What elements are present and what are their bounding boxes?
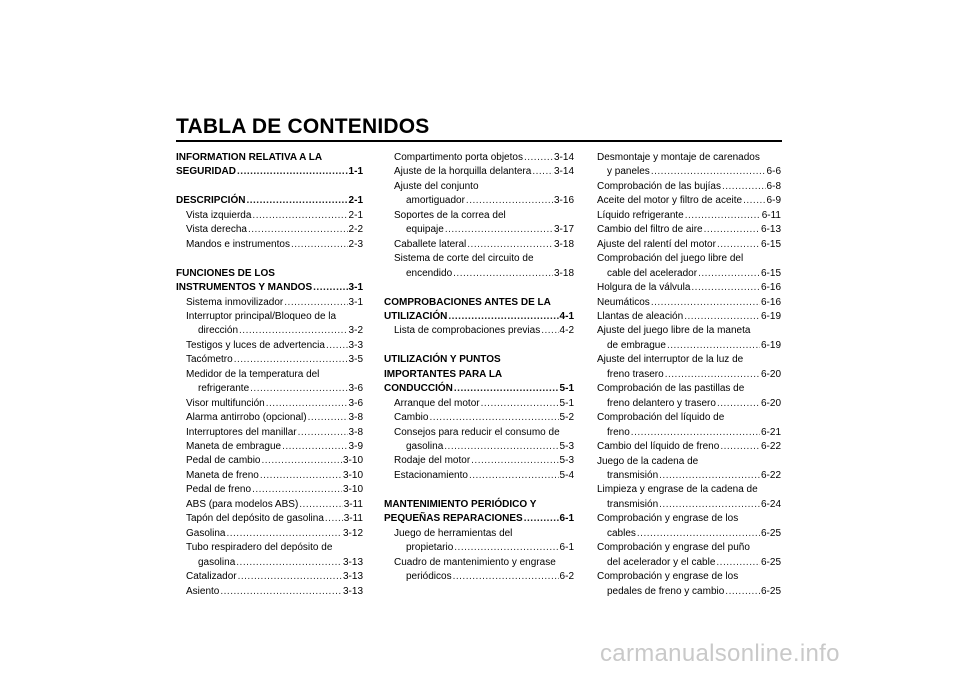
toc-entry[interactable] (176, 469, 363, 483)
dot-leader (665, 368, 760, 382)
toc-entry[interactable] (597, 585, 781, 599)
toc-entry-title: Sistema inmovilizador (186, 296, 284, 308)
toc-entry[interactable] (597, 281, 781, 295)
toc-entry[interactable] (597, 296, 781, 310)
toc-entry[interactable] (597, 238, 781, 252)
toc-entry-line: Sistema de corte del circuito de (394, 253, 534, 265)
dot-leader (685, 209, 761, 223)
toc-page-number: 3-11 (343, 513, 363, 525)
toc-page-number: 6-6 (766, 166, 781, 178)
toc-entry[interactable] (176, 223, 363, 237)
toc-entry-title: Alarma antirrobo (opcional) (186, 412, 307, 424)
toc-entry-title: encendido (406, 267, 453, 279)
toc-entry[interactable] (384, 454, 574, 468)
toc-entry-title: Estacionamiento (394, 469, 468, 481)
toc-entry[interactable] (384, 324, 574, 338)
toc-page-number: 3-11 (343, 498, 363, 510)
toc-entry-title: Rodaje del motor (394, 455, 471, 467)
dot-leader (720, 440, 760, 454)
dot-leader (299, 498, 342, 512)
toc-entry[interactable] (176, 324, 363, 338)
toc-entry-title: gasolina (406, 441, 444, 453)
toc-entry-title: Mandos e instrumentos (186, 238, 290, 250)
dot-leader (631, 426, 760, 440)
toc-page-number: 3-16 (553, 195, 574, 207)
dot-leader (743, 194, 765, 208)
toc-entry[interactable] (176, 209, 363, 223)
dot-leader (237, 165, 348, 179)
toc-entry-title: Tacómetro (186, 354, 233, 366)
toc-page-number: 6-20 (760, 397, 781, 409)
dot-leader (444, 440, 558, 454)
toc-page-number: 5-2 (559, 412, 574, 424)
toc-page-number: 3-18 (553, 267, 574, 279)
toc-entry[interactable] (597, 368, 781, 382)
toc-entry-title: Maneta de embrague (186, 441, 282, 453)
toc-page-number: 6-24 (760, 498, 781, 510)
toc-page-number: 6-22 (760, 469, 781, 481)
dot-leader (445, 223, 553, 237)
toc-entry[interactable] (597, 267, 781, 281)
toc-entry-title: UTILIZACIÓN (384, 310, 448, 322)
toc-page-number: 6-20 (760, 368, 781, 380)
toc-page-number: 3-13 (342, 571, 363, 583)
toc-entry[interactable] (597, 498, 781, 512)
toc-entry-title: Ajuste de la horquilla delantera (394, 166, 532, 178)
toc-entry-title: propietario (406, 542, 454, 554)
dot-leader (454, 382, 559, 396)
toc-section-heading: IMPORTANTES PARA LA (384, 368, 503, 380)
toc-page-number: 2-2 (348, 224, 363, 236)
dot-leader (282, 440, 347, 454)
toc-section-entry[interactable] (384, 382, 574, 396)
toc-entry-title: dirección (198, 325, 239, 337)
toc-entry[interactable] (176, 483, 363, 497)
toc-entry-title: Lista de comprobaciones previas (394, 325, 541, 337)
toc-entry-title: Tapón del depósito de gasolina (186, 513, 324, 525)
dot-leader (524, 151, 553, 165)
dot-leader (722, 180, 766, 194)
dot-leader (291, 238, 348, 252)
toc-entry-title: Maneta de freno (186, 469, 259, 481)
toc-entry-title: equipaje (406, 224, 444, 236)
dot-leader (246, 194, 347, 208)
toc-page-number: 3-8 (348, 412, 363, 424)
toc-entry-title: Holgura de la válvula (597, 282, 691, 294)
dot-leader (698, 267, 760, 281)
spacer (384, 339, 574, 353)
dot-leader (453, 570, 559, 584)
toc-entry[interactable] (384, 570, 574, 584)
toc-entry-title: SEGURIDAD (176, 166, 237, 178)
toc-entry-line: Desmontaje y montaje de carenados (597, 152, 760, 163)
dot-leader (651, 165, 766, 179)
toc-entry-title: del acelerador y el cable (607, 556, 716, 568)
toc-entry-title: cables (607, 527, 636, 539)
dot-leader (252, 483, 342, 497)
dot-leader (725, 585, 760, 599)
toc-page-number: 5-4 (559, 469, 574, 481)
toc-page-number: 5-1 (559, 397, 574, 409)
toc-column-3 (597, 151, 781, 599)
toc-entry[interactable] (597, 223, 781, 237)
toc-entry-title: Catalizador (186, 571, 237, 583)
toc-page-number: 6-16 (760, 296, 781, 308)
page-title: TABLA DE CONTENIDOS (176, 115, 430, 138)
toc-entry-title: Cambio (394, 412, 429, 424)
toc-section-entry[interactable] (176, 165, 363, 179)
toc-entry-title: freno trasero (607, 368, 664, 380)
toc-entry-line: Juego de herramientas del (394, 527, 513, 539)
toc-entry-line: Interruptor principal/Bloqueo de la (186, 310, 337, 322)
dot-leader (226, 527, 342, 541)
toc-page-number: 6-8 (766, 180, 781, 192)
toc-page-number: 6-15 (760, 267, 781, 279)
toc-page-number: 3-10 (342, 484, 363, 496)
dot-leader (262, 454, 342, 468)
toc-entry-title: Compartimento porta objetos (394, 152, 523, 163)
toc-entry-title: periódicos (406, 571, 452, 583)
dot-leader (651, 296, 760, 310)
toc-page-number: 6-25 (760, 585, 781, 597)
toc-page-number: 6-19 (760, 339, 781, 351)
toc-entry[interactable] (176, 570, 363, 584)
toc-page-number: 3-12 (342, 527, 363, 539)
toc-entry[interactable] (597, 440, 781, 454)
spacer (176, 252, 363, 266)
toc-page-number: 3-10 (342, 455, 363, 467)
dot-leader (252, 209, 347, 223)
toc-entry[interactable] (597, 426, 781, 440)
toc-entry-line: Medidor de la temperatura del (186, 368, 320, 380)
toc-page-number: 6-16 (760, 282, 781, 294)
toc-entry[interactable] (597, 339, 781, 353)
toc-entry[interactable] (384, 151, 574, 165)
dot-leader (667, 339, 760, 353)
dot-leader (637, 527, 760, 541)
toc-section-heading: INFORMATION RELATIVA A LA (176, 152, 323, 163)
toc-entry-line: Limpieza y engrase de la cadena de (597, 484, 758, 496)
toc-entry-title: DESCRIPCIÓN (176, 195, 246, 207)
toc-entry-title: INSTRUMENTOS Y MANDOS (176, 282, 313, 294)
toc-entry[interactable] (176, 556, 363, 570)
dot-leader (325, 512, 343, 526)
dot-leader (659, 469, 760, 483)
toc-page-number: 6-2 (559, 571, 574, 583)
toc-page-number: 3-1 (348, 296, 363, 308)
dot-leader (454, 541, 558, 555)
dot-leader (284, 296, 347, 310)
toc-entry[interactable] (597, 194, 781, 208)
toc-entry[interactable] (597, 165, 781, 179)
dot-leader (298, 426, 348, 440)
toc-entry-title: freno (607, 426, 630, 438)
toc-page-number: 2-1 (348, 195, 363, 207)
toc-entry-line: Comprobación y engrase de los (597, 513, 739, 525)
dot-leader (704, 223, 760, 237)
dot-leader (684, 310, 760, 324)
toc-page-number: 4-2 (559, 325, 574, 337)
toc-entry-title: Caballete lateral (394, 238, 467, 250)
toc-entry-title: Cambio del filtro de aire (597, 224, 703, 236)
toc-entry-title: Pedal de freno (186, 484, 252, 496)
toc-entry-line: Ajuste del conjunto (394, 180, 479, 192)
toc-entry[interactable] (597, 469, 781, 483)
toc-entry-title: Neumáticos (597, 296, 650, 308)
toc-section-entry[interactable] (176, 281, 363, 295)
toc-entry-title: Aceite del motor y filtro de aceite (597, 195, 743, 207)
dot-leader (467, 238, 553, 252)
toc-page-number: 2-1 (348, 209, 363, 221)
toc-entry-line: Comprobación de las pastillas de (597, 383, 745, 395)
toc-entry-title: Ajuste del ralentí del motor (597, 238, 716, 250)
toc-entry-title: freno delantero y trasero (607, 397, 716, 409)
toc-page-number: 6-15 (760, 238, 781, 250)
toc-entry-title: Arranque del motor (394, 397, 480, 409)
toc-entry-title: refrigerante (198, 383, 250, 395)
toc-entry-title: cable del acelerador (607, 267, 698, 279)
toc-page-number: 4-1 (559, 310, 574, 322)
dot-leader (532, 165, 553, 179)
toc-entry[interactable] (176, 397, 363, 411)
toc-entry[interactable] (176, 512, 363, 526)
spacer (384, 281, 574, 295)
dot-leader (250, 382, 347, 396)
toc-entry-title: Visor multifunción (186, 397, 265, 409)
toc-page-number: 6-21 (760, 426, 781, 438)
toc-entry-line: Tubo respiradero del depósito de (186, 542, 333, 554)
toc-entry[interactable] (176, 411, 363, 425)
toc-entry[interactable] (176, 527, 363, 541)
toc-entry[interactable] (384, 165, 574, 179)
toc-column-2 (384, 151, 574, 585)
toc-page-number: 3-14 (553, 166, 574, 178)
toc-entry-title: Asiento (186, 585, 220, 597)
toc-page-number: 3-18 (553, 238, 574, 250)
toc-page-number: 1-1 (348, 166, 363, 178)
toc-entry-title: Llantas de aleación (597, 310, 684, 322)
spacer (176, 180, 363, 194)
toc-entry-title: Líquido refrigerante (597, 209, 684, 221)
dot-leader (260, 469, 342, 483)
dot-leader (238, 570, 342, 584)
spacer (384, 483, 574, 497)
toc-entry[interactable] (176, 339, 363, 353)
toc-entry-title: Interruptores del manillar (186, 426, 297, 438)
toc-entry[interactable] (384, 440, 574, 454)
toc-page-number: 3-9 (348, 441, 363, 453)
toc-entry[interactable] (176, 498, 363, 512)
toc-entry-title: Testigos y luces de advertencia (186, 339, 325, 351)
toc-page-number: 5-3 (559, 455, 574, 467)
toc-entry-title: transmisión (607, 498, 659, 510)
dot-leader (466, 194, 553, 208)
dot-leader (716, 556, 760, 570)
toc-entry-title: Vista derecha (186, 224, 247, 236)
toc-page-number: 6-19 (760, 310, 781, 322)
dot-leader (326, 339, 348, 353)
dot-leader (717, 238, 760, 252)
toc-entry-title: Cambio del líquido de freno (597, 441, 720, 453)
toc-entry[interactable] (384, 223, 574, 237)
toc-page-number: 3-6 (348, 383, 363, 395)
dot-leader (308, 411, 348, 425)
toc-page-number: 6-1 (559, 542, 574, 554)
toc-entry[interactable] (384, 238, 574, 252)
toc-entry[interactable] (176, 585, 363, 599)
toc-entry-title: PEQUEÑAS REPARACIONES (384, 513, 523, 525)
toc-entry[interactable] (597, 310, 781, 324)
toc-page-number: 5-1 (559, 383, 574, 395)
toc-page-number: 3-14 (553, 152, 574, 163)
toc-section-entry[interactable] (384, 310, 574, 324)
toc-entry[interactable] (384, 411, 574, 425)
toc-entry-line: Cuadro de mantenimiento y engrase (394, 556, 556, 568)
dot-leader (266, 397, 348, 411)
toc-entry-title: y paneles (607, 166, 650, 178)
toc-entry-title: amortiguador (406, 195, 465, 207)
toc-entry-line: Comprobación del juego libre del (597, 253, 744, 265)
toc-entry[interactable] (597, 180, 781, 194)
toc-section-entry[interactable] (384, 512, 574, 526)
toc-entry[interactable] (597, 556, 781, 570)
toc-entry[interactable] (176, 440, 363, 454)
toc-entry-title: transmisión (607, 469, 659, 481)
toc-entry-line: Soportes de la correa del (394, 209, 506, 221)
dot-leader (471, 454, 558, 468)
dot-leader (236, 556, 342, 570)
toc-entry-title: Comprobación de las bujías (597, 180, 721, 192)
toc-page-number: 6-22 (760, 441, 781, 453)
toc-entry[interactable] (384, 541, 574, 555)
dot-leader (524, 512, 559, 526)
dot-leader (239, 324, 348, 338)
toc-entry-line: Juego de la cadena de (597, 455, 699, 467)
dot-leader (248, 223, 348, 237)
toc-entry[interactable] (597, 209, 781, 223)
toc-entry[interactable] (597, 527, 781, 541)
toc-entry[interactable] (384, 194, 574, 208)
toc-page-number: 2-3 (348, 238, 363, 250)
dot-leader (659, 498, 760, 512)
dot-leader (429, 411, 558, 425)
toc-page-number: 6-9 (766, 195, 781, 207)
toc-page-number: 3-3 (348, 339, 363, 351)
toc-section-heading: MANTENIMIENTO PERIÓDICO Y (384, 498, 537, 510)
toc-entry-line: Ajuste del juego libre de la maneta (597, 325, 751, 337)
toc-entry[interactable] (176, 296, 363, 310)
toc-page-number: 3-17 (553, 224, 574, 236)
toc-entry-title: Pedal de cambio (186, 455, 261, 467)
toc-entry[interactable] (597, 397, 781, 411)
toc-entry-title: pedales de freno y cambio (607, 585, 725, 597)
toc-column-1 (176, 151, 363, 599)
toc-entry-title: CONDUCCIÓN (384, 383, 453, 395)
toc-section-heading: COMPROBACIONES ANTES DE LA (384, 296, 551, 308)
toc-page-number: 6-11 (761, 209, 781, 221)
toc-entry-line: Comprobación y engrase de los (597, 571, 739, 583)
toc-section-heading: FUNCIONES DE LOS (176, 267, 275, 279)
toc-entry[interactable] (384, 397, 574, 411)
toc-entry-title: gasolina (198, 556, 236, 568)
toc-entry-title: ABS (para modelos ABS) (186, 498, 299, 510)
toc-entry-title: Gasolina (186, 527, 226, 539)
toc-entry-line: Comprobación del líquido de (597, 412, 725, 424)
toc-entry-line: Consejos para reducir el consumo de (394, 426, 560, 438)
dot-leader (717, 397, 760, 411)
toc-page-number: 3-6 (348, 397, 363, 409)
dot-leader (234, 353, 348, 367)
toc-page-number: 6-13 (760, 224, 781, 236)
toc-page-number: 3-10 (342, 469, 363, 481)
toc-entry-title: de embrague (607, 339, 666, 351)
toc-entry[interactable] (384, 469, 574, 483)
toc-entry[interactable] (176, 238, 363, 252)
toc-entry-line: Comprobación y engrase del puño (597, 542, 750, 554)
dot-leader (448, 310, 558, 324)
dot-leader (481, 397, 559, 411)
dot-leader (469, 469, 559, 483)
toc-page-number: 6-25 (760, 527, 781, 539)
toc-entry[interactable] (384, 267, 574, 281)
toc-page-number: 6-1 (559, 513, 574, 525)
toc-section-heading: UTILIZACIÓN Y PUNTOS (384, 354, 501, 366)
watermark: carmanualsonline.info (600, 640, 840, 667)
toc-entry[interactable] (176, 382, 363, 396)
toc-page-number: 6-25 (760, 556, 781, 568)
title-rule (176, 140, 782, 142)
dot-leader (691, 281, 760, 295)
toc-entry[interactable] (176, 353, 363, 367)
dot-leader (541, 324, 558, 338)
toc-page-number: 3-13 (342, 556, 363, 568)
toc-entry[interactable] (176, 454, 363, 468)
dot-leader (313, 281, 347, 295)
toc-section-entry[interactable] (176, 194, 363, 208)
toc-page-number: 3-13 (342, 585, 363, 597)
toc-page-number: 3-8 (348, 426, 363, 438)
toc-page-number: 3-1 (348, 282, 363, 294)
toc-entry-title: Vista izquierda (186, 209, 252, 221)
toc-entry-line: Ajuste del interruptor de la luz de (597, 354, 744, 366)
toc-page-number: 3-2 (348, 325, 363, 337)
dot-leader (220, 585, 342, 599)
toc-page-number: 5-3 (559, 441, 574, 453)
dot-leader (453, 267, 553, 281)
toc-entry[interactable] (176, 426, 363, 440)
toc-page-number: 3-5 (348, 354, 363, 366)
